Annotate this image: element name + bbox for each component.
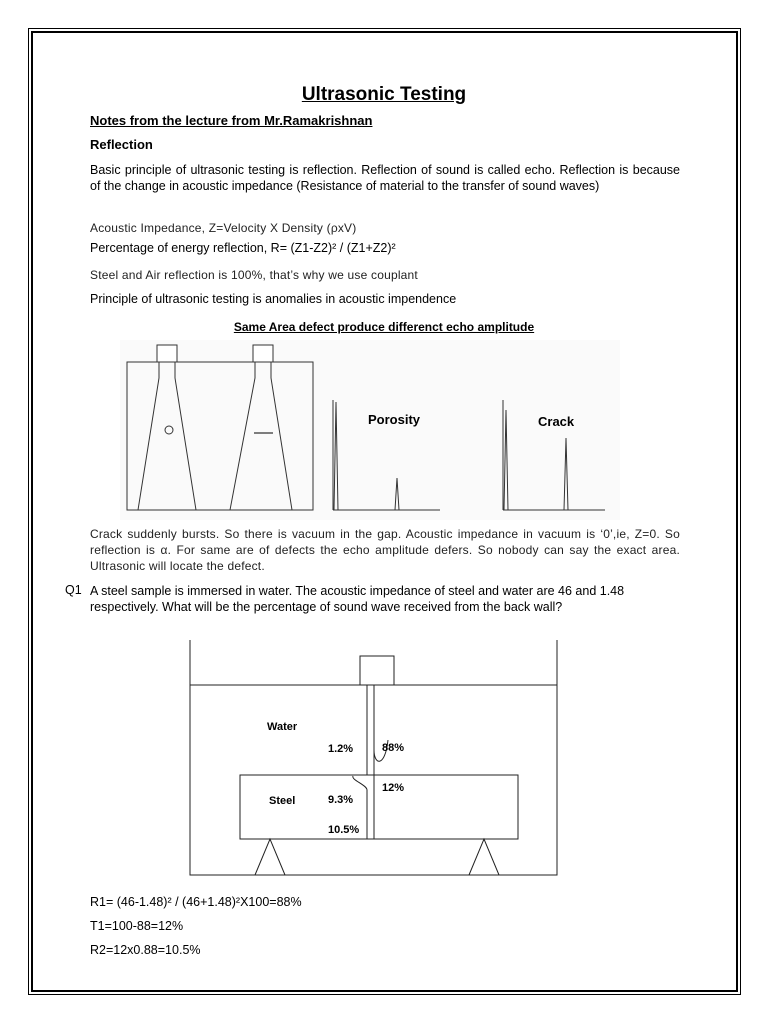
- pct-10-5-label: 10.5%: [328, 824, 360, 836]
- steel-label: Steel: [269, 795, 296, 807]
- pct-9-3-label: 9.3%: [328, 794, 354, 806]
- water-label: Water: [267, 721, 298, 733]
- paragraph-crack-note: Crack suddenly bursts. So there is vacuum in the gap. Acoustic impedance in vacuum is ‘0’,ie, Z=0. So reflection is α. For same are of defects the echo amplitude defers. So nobody can say the exact area. Ultrasonic will locate the defect.: [90, 527, 680, 573]
- paragraph-impedance: Acoustic Impedance, Z=Velocity X Density (ρxV): [90, 221, 357, 235]
- paragraph-basic-principle: Basic principle of ultrasonic testing is reflection. Reflection of sound is called echo. Reflection is because of the change in acoustic impedance (Resistance of material to the transfer of sound waves): [90, 163, 680, 193]
- support-left: [255, 839, 285, 875]
- figure1-background: [120, 340, 620, 520]
- calculation-r2: R2=12x0.88=10.5%: [90, 943, 201, 957]
- question-label: Q1: [65, 583, 82, 597]
- pct-12-label: 12%: [382, 782, 405, 794]
- probe-right: [253, 345, 273, 362]
- probe-left: [157, 345, 177, 362]
- crack-label: Crack: [538, 414, 575, 429]
- calculation-t1: T1=100-88=12%: [90, 919, 184, 933]
- paragraph-steel-air: Steel and Air reflection is 100%, that’s why we use couplant: [90, 268, 418, 282]
- page-title: Ultrasonic Testing: [301, 84, 467, 105]
- section-heading-reflection: Reflection: [90, 137, 153, 152]
- pct-88-label: 88%: [382, 742, 405, 754]
- paragraph-principle: Principle of ultrasonic testing is anomalies in acoustic impendence: [90, 292, 457, 306]
- calculation-r1: R1= (46-1.48)² / (46+1.48)²X100=88%: [90, 895, 302, 909]
- pct-1-2-label: 1.2%: [328, 743, 354, 755]
- figure1-caption: Same Area defect produce differenct echo amplitude: [233, 320, 535, 334]
- figure1-diagram: [120, 340, 620, 520]
- figure2-diagram: [185, 640, 565, 885]
- paragraph-energy-reflection: Percentage of energy reflection, R= (Z1-Z2)² / (Z1+Z2)²: [90, 241, 396, 255]
- lecture-subtitle: Notes from the lecture from Mr.Ramakrishnan: [90, 113, 373, 128]
- support-right: [469, 839, 499, 875]
- steel-sample: [240, 775, 518, 839]
- question-text: A steel sample is immersed in water. The acoustic impedance of steel and water are 46 and 1.48 respectively. What will be the percentage of sound wave received from the back wall?: [90, 584, 625, 614]
- porosity-label: Porosity: [368, 412, 421, 427]
- probe: [360, 656, 394, 685]
